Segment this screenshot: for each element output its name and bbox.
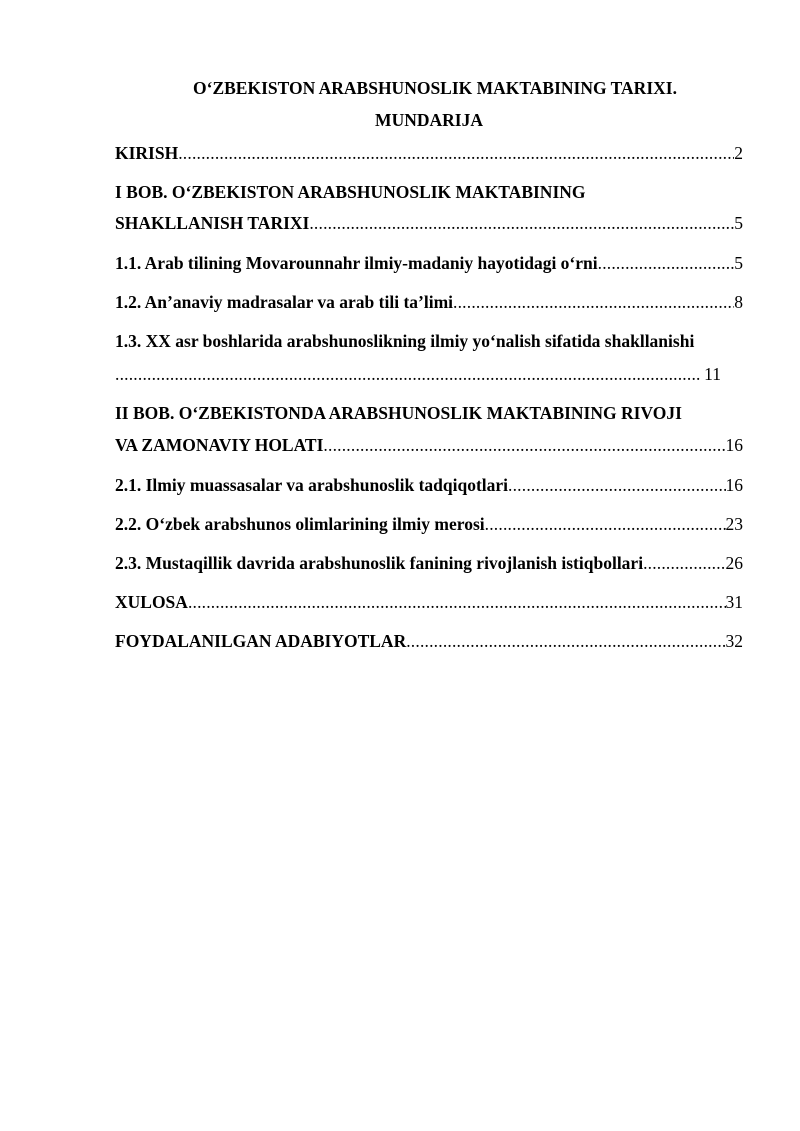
toc-entry-1-2[interactable] [115, 292, 743, 312]
toc-page-number: 2 [734, 143, 743, 163]
toc-leader-dots [178, 143, 734, 163]
toc-entry-label: 1.1. Arab tilining Movarounnahr ilmiy-madaniy hayotidagi o‘rni [115, 253, 598, 273]
document-title: O‘ZBEKISTON ARABSHUNOSLIK MAKTABINING TARIXI. [193, 78, 677, 98]
toc-leader-dots [598, 253, 735, 273]
toc-heading: MUNDARIJA [375, 110, 483, 130]
toc-entry-2-2[interactable] [115, 514, 743, 534]
toc-page-number: 16 [725, 435, 743, 455]
toc-leader-dots [453, 292, 734, 312]
toc-entry-1-3-label[interactable]: 1.3. XX asr boshlarida arabshunoslikning ilmiy yo‘nalish sifatida shakllanishi [115, 331, 695, 351]
toc-leader-dots [508, 475, 725, 495]
toc-page-number: 31 [725, 592, 743, 612]
toc-entry-kirish[interactable] [115, 143, 743, 163]
toc-entry-adabiyotlar[interactable] [115, 631, 743, 651]
toc-leader-dots [115, 364, 700, 384]
toc-page-number: 8 [734, 292, 743, 312]
toc-page-number: 26 [725, 553, 743, 573]
toc-entry-label: SHAKLLANISH TARIXI [115, 213, 310, 233]
toc-leader-dots [485, 514, 726, 534]
toc-leader-dots [406, 631, 725, 651]
toc-entry-1-3[interactable] [115, 364, 721, 384]
toc-entry-2-1[interactable] [115, 475, 743, 495]
toc-entry-xulosa[interactable] [115, 592, 743, 612]
toc-entry-label: XULOSA [115, 592, 188, 612]
toc-leader-dots [309, 213, 734, 233]
toc-entry-1-1[interactable] [115, 253, 743, 273]
toc-entry-label: 2.2. O‘zbek arabshunos olimlarining ilmiy merosi [115, 514, 485, 534]
toc-page-number: 23 [725, 514, 743, 534]
toc-entry-label: KIRISH [115, 143, 179, 163]
toc-leader-dots [323, 435, 725, 455]
toc-page-number: 16 [725, 475, 743, 495]
toc-leader-dots [643, 553, 725, 573]
toc-page-number: 5 [734, 253, 743, 273]
toc-entry-chapter-1[interactable] [115, 213, 743, 233]
toc-entry-2-3[interactable] [115, 553, 743, 573]
toc-entry-label: VA ZAMONAVIY HOLATI [115, 435, 324, 455]
toc-entry-label: 1.2. An’anaviy madrasalar va arab tili ta’limi [115, 292, 454, 312]
toc-chapter-1-heading[interactable]: I BOB. O‘ZBEKISTON ARABSHUNOSLIK MAKTABINING [115, 182, 586, 202]
toc-entry-label: 2.1. Ilmiy muassasalar va arabshunoslik tadqiqotlari [115, 475, 509, 495]
toc-entry-chapter-2[interactable] [115, 435, 743, 455]
toc-leader-dots [188, 592, 726, 612]
toc-page-number: 32 [725, 631, 743, 651]
toc-entry-label: FOYDALANILGAN ADABIYOTLAR [115, 631, 407, 651]
toc-chapter-2-heading[interactable]: II BOB. O‘ZBEKISTONDA ARABSHUNOSLIK MAKTABINING RIVOJI [115, 403, 682, 423]
toc-page-number: 11 [704, 364, 721, 384]
toc-entry-label: 2.3. Mustaqillik davrida arabshunoslik fanining rivojlanish istiqbollari [115, 553, 644, 573]
toc-page-number: 5 [734, 213, 743, 233]
